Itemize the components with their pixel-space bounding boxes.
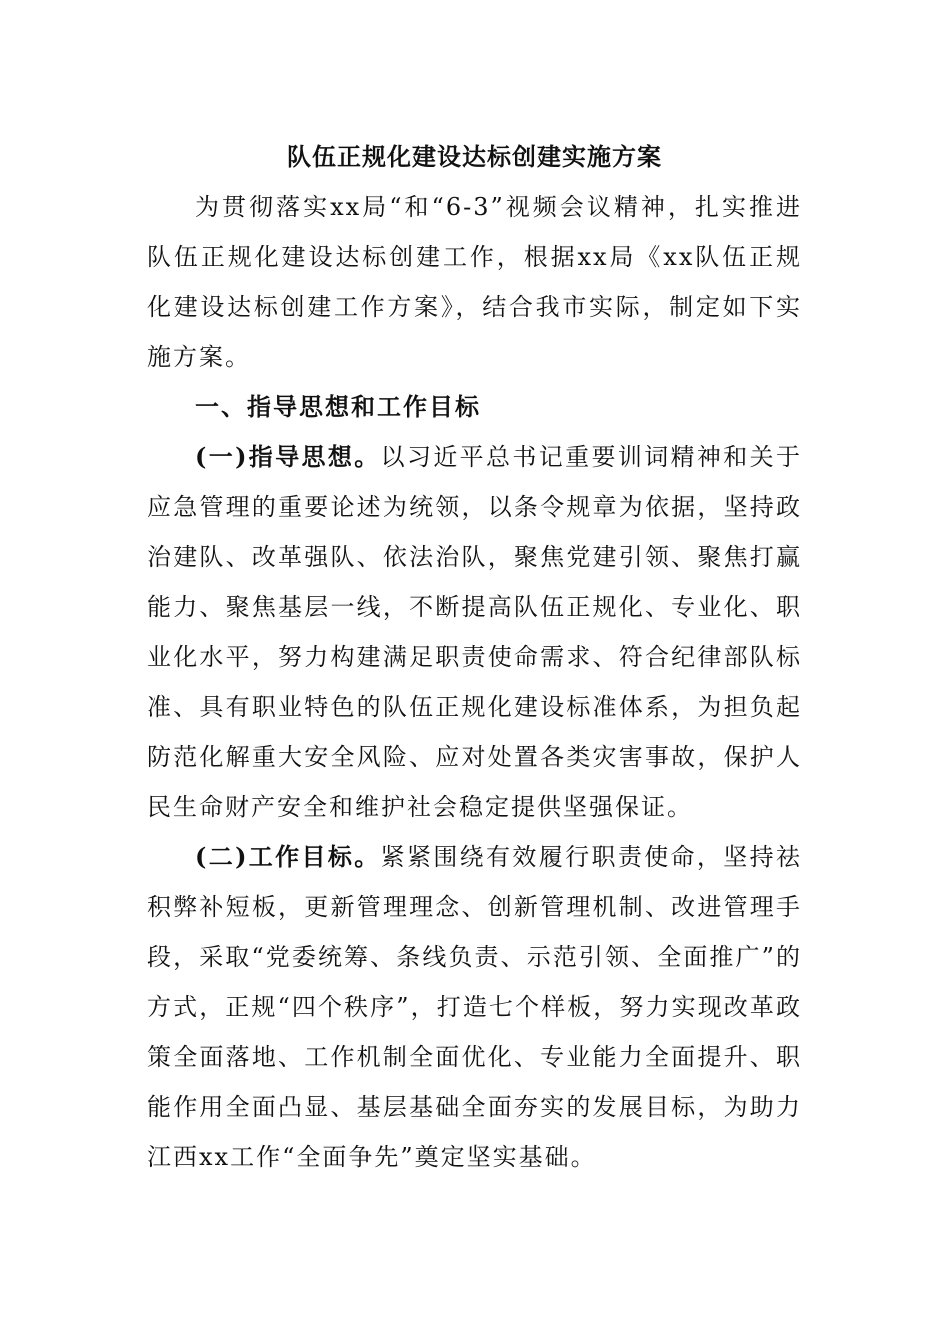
subsection-2-lead: (二)工作目标。: [195, 842, 381, 871]
intro-paragraph: 为贯彻落实xx局“和“6-3”视频会议精神，扎实推进队伍正规化建设达标创建工作，根据xx局《xx队伍正规化建设达标创建工作方案》，结合我市实际，制定如下实施方案。: [147, 193, 802, 371]
subsection-2-body: 紧紧围绕有效履行职责使命，坚持祛积弊补短板，更新管理理念、创新管理机制、改进管理手段，采取“党委统筹、条线负责、示范引领、全面推广”的方式，正规“四个秩序”，打造七个样板，努力实现改革政策全面落地、工作机制全面优化、专业能力全面提升、职能作用全面凸显、基层基础全面夯实的发展目标，为助力江西xx工作“全面争先”奠定坚实基础。: [147, 843, 802, 1171]
subsection-2-paragraph: [147, 832, 802, 1182]
section-heading-1: 一、指导思想和工作目标: [195, 392, 481, 421]
document-title: 队伍正规化建设达标创建实施方案: [287, 142, 662, 171]
subsection-1-body: 以习近平总书记重要训词精神和关于应急管理的重要论述为统领，以条令规章为依据，坚持政治建队、改革强队、依法治队，聚焦党建引领、聚焦打赢能力、聚焦基层一线，不断提高队伍正规化、专业化、职业化水平，努力构建满足职责使命需求、符合纪律部队标准、具有职业特色的队伍正规化建设标准体系，为担负起防范化解重大安全风险、应对处置各类灾害事故，保护人民生命财产安全和维护社会稳定提供坚强保证。: [147, 443, 802, 821]
subsection-1-lead: (一)指导思想。: [195, 442, 381, 471]
subsection-1-paragraph: [147, 432, 802, 832]
document-body: [147, 132, 802, 1182]
